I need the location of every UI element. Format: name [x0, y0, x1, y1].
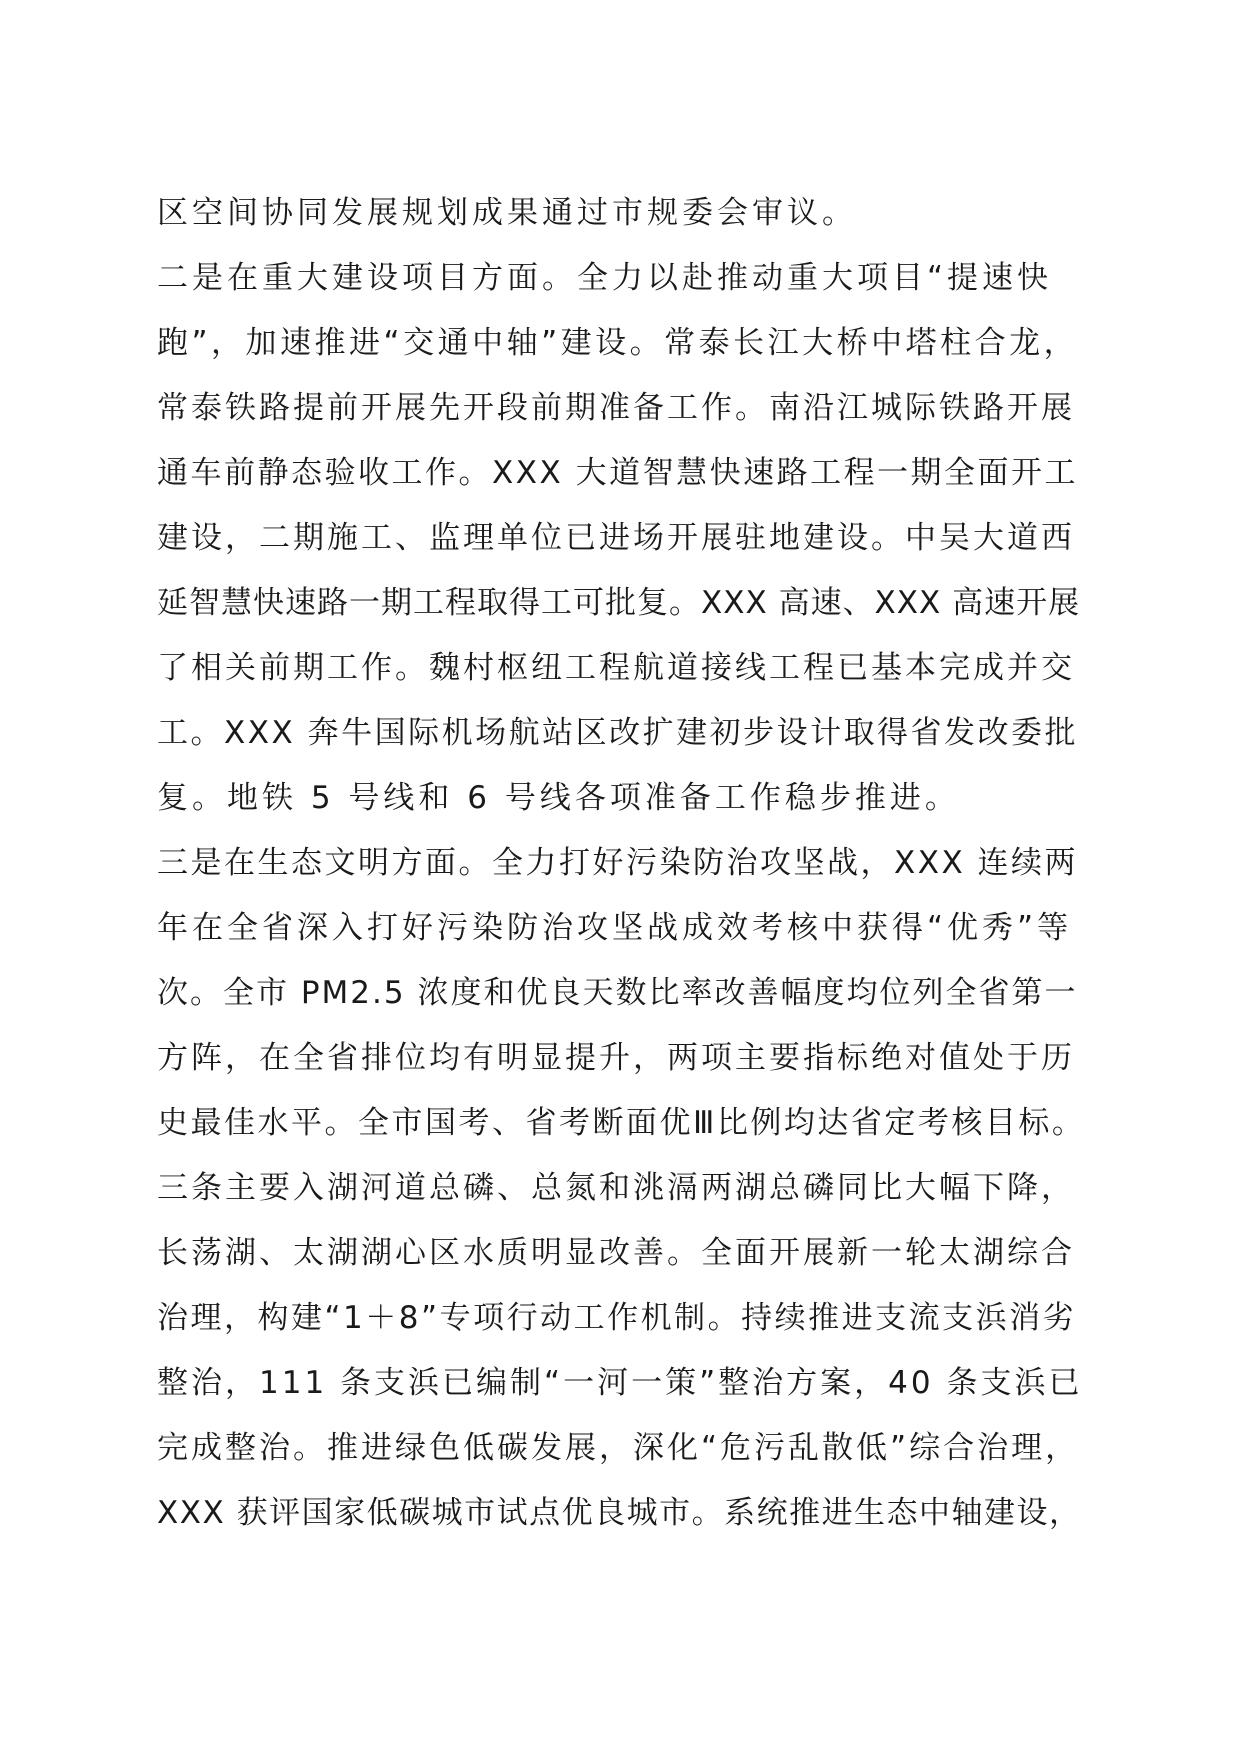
- body-text: [157, 181, 1087, 1546]
- text-line: 建设，二期施工、监理单位已进场开展驻地建设。中吴大道西: [157, 520, 1075, 556]
- text-line: 史最佳水平。全市国考、省考断面优Ⅲ比例均达省定考核目标。: [157, 1105, 1086, 1141]
- text-line: 延智慧快速路一期工程取得工可批复。XXX 高速、XXX 高速开展: [157, 585, 1081, 621]
- text-line: 完成整治。推进绿色低碳发展，深化“危污乱散低”综合治理，: [157, 1430, 1080, 1466]
- text-line: 年在全省深入打好污染防治攻坚战成效考核中获得“优秀”等: [157, 910, 1073, 946]
- text-line: 整治，111 条支浜已编制“一河一策”整治方案，40 条支浜已: [157, 1365, 1083, 1401]
- text-line: 通车前静态验收工作。XXX 大道智慧快速路工程一期全面开工: [157, 455, 1079, 491]
- text-line: 二是在重大建设项目方面。全力以赴推动重大项目“提速快: [157, 260, 1053, 296]
- text-line: 常泰铁路提前开展先开段前期准备工作。南沿江城际铁路开展: [157, 390, 1075, 426]
- text-line: 长荡湖、太湖湖心区水质明显改善。全面开展新一轮太湖综合: [157, 1235, 1075, 1271]
- text-line: 区空间协同发展规划成果通过市规委会审议。: [157, 195, 857, 231]
- text-line: 三条主要入湖河道总磷、总氮和洮滆两湖总磷同比大幅下降，: [157, 1170, 1075, 1206]
- text-line: 次。全市 PM2.5 浓度和优良天数比率改善幅度均位列全省第一: [157, 975, 1078, 1011]
- text-line: 治理，构建“1＋8”专项行动工作机制。持续推进支流支浜消劣: [157, 1300, 1077, 1336]
- text-line: 跑”，加速推进“交通中轴”建设。常泰长江大桥中塔柱合龙，: [157, 325, 1079, 361]
- text-line: 了相关前期工作。魏村枢纽工程航道接线工程已基本完成并交: [157, 650, 1075, 686]
- text-line: 复。地铁 5 号线和 6 号线各项准备工作稳步推进。: [157, 780, 960, 816]
- text-line: 工。XXX 奔牛国际机场航站区改扩建初步设计取得省发改委批: [157, 715, 1079, 751]
- text-line: 三是在生态文明方面。全力打好污染防治攻坚战，XXX 连续两: [157, 845, 1079, 881]
- text-line: XXX 获评国家低碳城市试点优良城市。系统推进生态中轴建设，: [157, 1495, 1082, 1531]
- text-line: 方阵，在全省排位均有明显提升，两项主要指标绝对值处于历: [157, 1040, 1075, 1076]
